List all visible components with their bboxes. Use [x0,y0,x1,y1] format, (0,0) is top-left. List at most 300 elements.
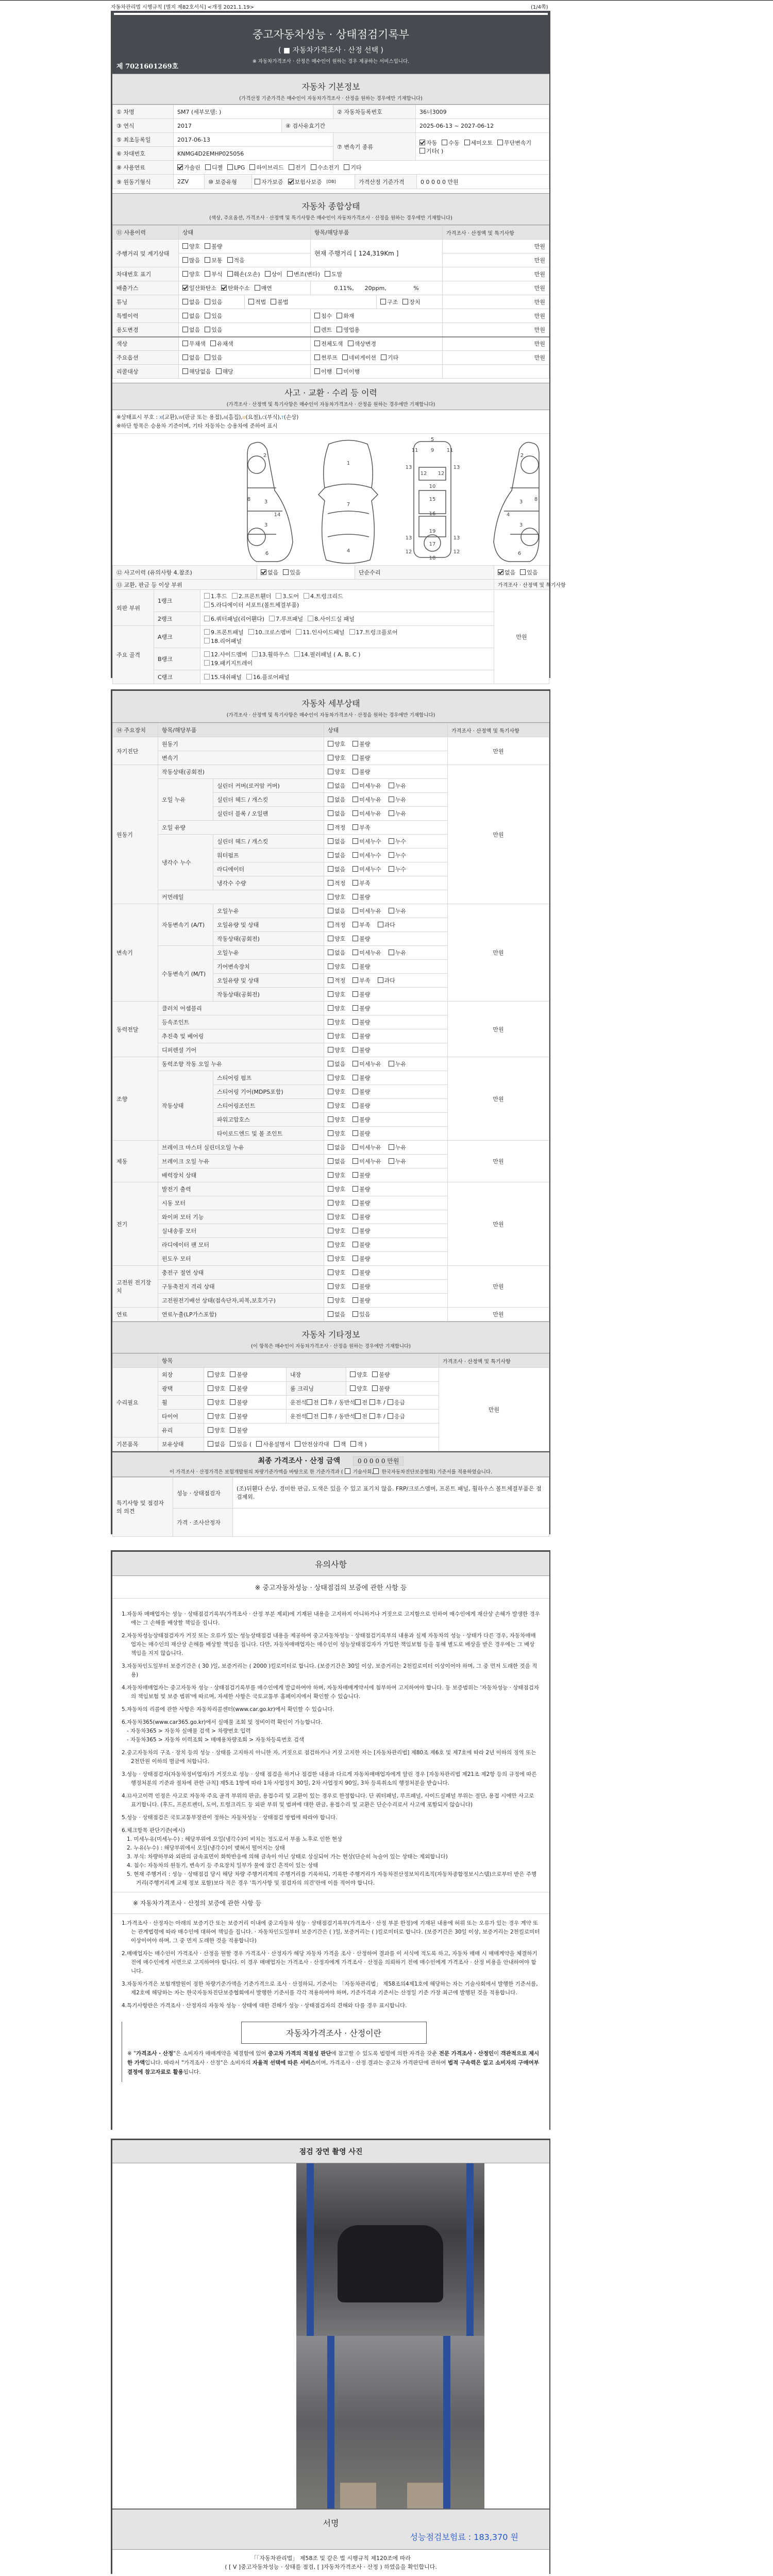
checkbox[interactable] [208,1427,213,1433]
checkbox[interactable] [276,593,281,599]
checkbox[interactable] [389,783,394,788]
checkbox-option[interactable] [269,616,303,622]
checkbox-option[interactable] [328,1033,345,1040]
checkbox[interactable] [328,824,333,830]
checkbox[interactable] [389,1061,394,1066]
checkbox-option[interactable] [389,950,406,956]
checkbox-option[interactable] [352,755,370,761]
checkbox[interactable] [337,327,342,332]
checkbox[interactable] [352,1019,358,1025]
checkbox-option[interactable] [252,651,290,658]
checkbox[interactable] [261,569,266,575]
checkbox[interactable] [328,1311,333,1317]
checkbox-option[interactable] [350,1371,367,1378]
checkbox-option[interactable] [210,341,233,347]
checkbox[interactable] [271,299,276,304]
checkbox[interactable] [314,327,320,332]
checkbox-option[interactable] [381,354,398,361]
checkbox-option[interactable] [352,1186,370,1193]
checkbox-option[interactable] [204,629,244,636]
checkbox-option[interactable] [314,354,338,361]
checkbox-option[interactable] [352,1242,370,1248]
checkbox-option[interactable] [328,936,345,942]
checkbox-option[interactable] [232,593,272,600]
checkbox[interactable] [352,977,358,983]
checkbox[interactable] [389,796,394,802]
checkbox[interactable] [352,852,358,858]
checkbox-option[interactable] [464,140,493,146]
checkbox-option[interactable] [352,1228,370,1234]
checkbox-option[interactable] [352,769,370,775]
checkbox-option[interactable] [352,1200,370,1207]
checkbox[interactable] [252,651,258,657]
checkbox-option[interactable] [328,1200,345,1207]
checkbox-option[interactable] [230,1427,247,1434]
checkbox-option[interactable] [307,1413,319,1420]
checkbox-option[interactable] [328,810,345,817]
checkbox[interactable] [352,1144,358,1150]
checkbox[interactable] [352,755,358,760]
checkbox[interactable] [348,341,354,346]
checkbox-option[interactable] [328,1130,345,1137]
checkbox-option[interactable] [328,838,345,845]
checkbox-option[interactable] [205,271,222,278]
checkbox-option[interactable] [182,243,200,250]
checkbox[interactable] [230,1413,236,1419]
checkbox[interactable] [373,1468,379,1474]
checkbox-option[interactable] [328,908,345,914]
checkbox-option[interactable] [352,1256,370,1262]
checkbox[interactable] [182,299,188,304]
checkbox[interactable] [230,1385,236,1391]
checkbox[interactable] [328,1033,333,1039]
checkbox-option[interactable] [352,1130,370,1137]
checkbox[interactable] [352,950,358,955]
checkbox[interactable] [314,341,320,346]
checkbox[interactable] [182,243,188,249]
checkbox[interactable] [294,651,300,657]
checkbox-option[interactable] [204,638,242,645]
checkbox[interactable] [419,140,425,145]
checkbox-option[interactable] [227,271,260,278]
checkbox-option[interactable] [296,629,344,636]
checkbox-option[interactable] [352,1033,370,1040]
checkbox[interactable] [328,838,333,844]
checkbox-option[interactable] [389,908,406,914]
checkbox-option[interactable] [308,616,355,622]
checkbox[interactable] [352,838,358,844]
checkbox-option[interactable] [328,1214,345,1221]
checkbox-option[interactable] [208,1399,225,1406]
checkbox[interactable] [328,1116,333,1122]
checkbox[interactable] [328,1103,333,1108]
checkbox-option[interactable] [352,1089,370,1095]
checkbox[interactable] [307,1413,312,1419]
checkbox[interactable] [352,1158,358,1164]
checkbox-option[interactable] [321,1399,337,1406]
checkbox-option[interactable] [328,824,345,831]
checkbox[interactable] [352,1297,358,1303]
checkbox-option[interactable] [378,977,395,984]
checkbox[interactable] [380,299,386,304]
checkbox-option[interactable] [325,271,342,278]
checkbox-option[interactable] [352,1103,370,1109]
checkbox[interactable] [328,991,333,997]
checkbox-option[interactable] [328,1116,345,1123]
checkbox[interactable] [442,140,447,145]
checkbox[interactable] [352,1228,358,1233]
checkbox-option[interactable] [344,164,361,171]
checkbox[interactable] [328,755,333,760]
checkbox[interactable] [208,1371,213,1377]
checkbox[interactable] [204,602,210,607]
checkbox[interactable] [205,313,210,318]
checkbox-option[interactable] [352,1061,381,1067]
checkbox-option[interactable] [352,1172,370,1179]
checkbox[interactable] [182,285,188,291]
checkbox[interactable] [352,1089,358,1094]
checkbox[interactable] [372,1371,378,1377]
checkbox[interactable] [208,1385,213,1391]
checkbox[interactable] [402,299,408,304]
checkbox-option[interactable] [295,1441,329,1448]
checkbox-option[interactable] [497,140,531,146]
checkbox[interactable] [334,1441,340,1447]
checkbox-option[interactable] [182,299,200,306]
checkbox-option[interactable] [246,674,290,681]
checkbox-option[interactable] [177,164,200,171]
checkbox-option[interactable] [372,1371,390,1378]
checkbox[interactable] [389,838,394,844]
checkbox[interactable] [369,1413,375,1419]
checkbox-option[interactable] [182,271,200,278]
checkbox-option[interactable] [389,1061,406,1067]
checkbox[interactable] [246,674,252,680]
checkbox-option[interactable] [352,1116,370,1123]
checkbox-option[interactable] [389,852,406,859]
checkbox-option[interactable] [328,1158,345,1165]
checkbox[interactable] [283,569,289,575]
checkbox[interactable] [328,810,333,816]
checkbox[interactable] [498,569,503,575]
checkbox[interactable] [227,257,233,263]
checkbox[interactable] [352,991,358,997]
checkbox[interactable] [328,1089,333,1094]
checkbox-option[interactable] [204,593,227,600]
checkbox-option[interactable] [352,963,370,970]
checkbox[interactable] [352,1130,358,1136]
checkbox-option[interactable] [182,327,200,333]
checkbox-option[interactable] [352,908,381,914]
checkbox[interactable] [321,1413,327,1419]
checkbox-option[interactable] [389,866,406,873]
checkbox[interactable] [352,936,358,941]
checkbox[interactable] [328,1158,333,1164]
checkbox-option[interactable] [352,880,370,887]
checkbox-option[interactable] [205,257,222,264]
checkbox-option[interactable] [350,1441,366,1448]
checkbox-option[interactable] [380,299,398,306]
checkbox[interactable] [345,1468,350,1474]
checkbox[interactable] [328,852,333,858]
checkbox-option[interactable] [328,963,345,970]
checkbox-option[interactable] [389,838,406,845]
checkbox-option[interactable] [314,368,332,375]
checkbox[interactable] [314,313,320,318]
checkbox-option[interactable] [352,796,381,803]
checkbox-option[interactable] [256,1441,290,1448]
checkbox-option[interactable] [352,1311,370,1318]
checkbox-option[interactable] [288,179,322,185]
checkbox-option[interactable] [355,1413,367,1420]
checkbox-option[interactable] [355,1399,367,1406]
checkbox-option[interactable] [334,1441,346,1448]
checkbox[interactable] [328,894,333,900]
checkbox-option[interactable] [204,651,247,658]
checkbox-option[interactable] [328,977,345,984]
checkbox[interactable] [182,354,188,360]
checkbox-option[interactable] [352,810,381,817]
checkbox[interactable] [389,950,394,955]
checkbox-option[interactable] [352,824,370,831]
checkbox[interactable] [328,796,333,802]
checkbox[interactable] [352,1283,358,1289]
checkbox-option[interactable] [230,1441,251,1448]
checkbox[interactable] [255,179,260,184]
checkbox[interactable] [352,769,358,774]
checkbox[interactable] [389,852,394,858]
checkbox[interactable] [269,616,275,621]
checkbox-option[interactable] [182,368,211,375]
checkbox[interactable] [352,1103,358,1108]
checkbox-option[interactable] [276,593,299,600]
checkbox[interactable] [352,1311,358,1317]
checkbox[interactable] [287,271,293,277]
checkbox[interactable] [352,741,358,747]
checkbox-option[interactable] [328,1019,345,1026]
checkbox[interactable] [256,1441,262,1447]
checkbox-option[interactable] [352,950,381,956]
checkbox-option[interactable] [328,1005,345,1012]
checkbox[interactable] [328,908,333,913]
checkbox[interactable] [314,368,320,374]
checkbox-option[interactable] [328,1228,345,1234]
checkbox-option[interactable] [328,1242,345,1248]
checkbox-option[interactable] [328,1297,345,1304]
checkbox-option[interactable] [230,1413,247,1420]
checkbox[interactable] [389,1158,394,1164]
checkbox-option[interactable] [352,838,381,845]
checkbox-option[interactable] [182,341,206,347]
checkbox-option[interactable] [352,894,370,901]
checkbox[interactable] [328,1256,333,1261]
checkbox[interactable] [352,1075,358,1080]
checkbox[interactable] [328,1214,333,1219]
checkbox[interactable] [355,1413,361,1419]
checkbox-option[interactable] [328,755,345,761]
checkbox-option[interactable] [352,977,370,984]
checkbox-option[interactable] [328,1172,345,1179]
checkbox-option[interactable] [520,569,537,576]
checkbox[interactable] [378,977,383,983]
checkbox[interactable] [378,922,383,927]
checkbox[interactable] [289,164,294,170]
checkbox-option[interactable] [304,593,343,600]
checkbox[interactable] [210,341,216,346]
checkbox[interactable] [208,1413,213,1419]
checkbox[interactable] [205,299,210,304]
checkbox-option[interactable] [352,852,381,859]
checkbox[interactable] [352,824,358,830]
checkbox[interactable] [205,271,210,277]
checkbox[interactable] [328,1200,333,1206]
checkbox-option[interactable] [352,991,370,998]
checkbox[interactable] [350,1385,356,1391]
checkbox-option[interactable] [294,651,361,658]
checkbox[interactable] [352,1116,358,1122]
checkbox[interactable] [182,327,188,332]
checkbox[interactable] [295,1441,300,1447]
checkbox-option[interactable] [389,796,406,803]
checkbox[interactable] [328,880,333,886]
checkbox-option[interactable] [230,1399,247,1406]
checkbox-option[interactable] [349,629,398,636]
checkbox-option[interactable] [328,1283,345,1290]
checkbox-option[interactable] [289,164,306,171]
checkbox-option[interactable] [307,1399,319,1406]
checkbox[interactable] [205,243,210,249]
checkbox[interactable] [311,164,316,170]
checkbox[interactable] [328,1005,333,1011]
checkbox[interactable] [308,616,313,621]
checkbox-option[interactable] [227,164,245,171]
checkbox[interactable] [227,271,233,277]
checkbox-option[interactable] [328,741,345,748]
checkbox-option[interactable] [328,950,345,956]
checkbox-option[interactable] [352,922,370,928]
checkbox[interactable] [352,908,358,913]
checkbox-option[interactable] [204,616,264,622]
checkbox-option[interactable] [182,354,200,361]
checkbox[interactable] [352,1200,358,1206]
checkbox[interactable] [288,179,294,184]
checkbox-option[interactable] [352,1297,370,1304]
checkbox[interactable] [328,1075,333,1080]
checkbox-option[interactable] [337,368,360,375]
checkbox[interactable] [321,1399,327,1405]
checkbox[interactable] [352,1061,358,1066]
checkbox-option[interactable] [350,1385,367,1392]
checkbox[interactable] [352,880,358,886]
checkbox[interactable] [177,164,183,170]
checkbox-option[interactable] [249,164,283,171]
checkbox-option[interactable] [419,148,443,155]
checkbox-option[interactable] [328,783,345,789]
checkbox[interactable] [204,629,210,635]
checkbox-option[interactable] [328,1256,345,1262]
checkbox-option[interactable] [337,327,360,333]
checkbox-option[interactable] [328,1269,345,1276]
checkbox[interactable] [328,1283,333,1289]
checkbox[interactable] [208,1441,213,1447]
checkbox[interactable] [325,271,330,277]
checkbox[interactable] [419,148,425,154]
checkbox[interactable] [497,140,503,145]
checkbox[interactable] [352,1242,358,1247]
checkbox-option[interactable] [321,1413,337,1420]
checkbox[interactable] [352,922,358,927]
checkbox-option[interactable] [389,1158,406,1165]
checkbox[interactable] [204,674,210,680]
checkbox-option[interactable] [442,140,459,146]
checkbox[interactable] [204,616,210,621]
checkbox-option[interactable] [265,271,282,278]
checkbox[interactable] [182,368,188,374]
checkbox-option[interactable] [328,880,345,887]
checkbox[interactable] [328,866,333,872]
checkbox-option[interactable] [328,1144,345,1151]
checkbox-option[interactable] [230,1371,247,1378]
checkbox[interactable] [205,327,210,332]
checkbox-option[interactable] [204,674,242,681]
checkbox[interactable] [328,741,333,747]
checkbox[interactable] [182,257,188,263]
checkbox[interactable] [255,285,260,291]
checkbox[interactable] [328,1172,333,1178]
checkbox[interactable] [328,936,333,941]
checkbox-option[interactable] [314,327,332,333]
checkbox[interactable] [352,1269,358,1275]
checkbox-option[interactable] [352,783,381,789]
checkbox[interactable] [328,783,333,788]
checkbox[interactable] [296,629,301,635]
checkbox-option[interactable] [328,922,345,928]
checkbox[interactable] [328,1047,333,1053]
checkbox[interactable] [230,1441,236,1447]
checkbox-option[interactable] [328,852,345,859]
checkbox[interactable] [182,313,188,318]
checkbox-option[interactable] [328,1089,345,1095]
checkbox-option[interactable] [328,1186,345,1193]
checkbox[interactable] [204,593,210,599]
checkbox-option[interactable] [230,1385,247,1392]
checkbox-option[interactable] [419,140,437,146]
checkbox-option[interactable] [205,299,222,306]
checkbox-option[interactable] [348,341,377,347]
checkbox-option[interactable] [352,1269,370,1276]
checkbox[interactable] [372,1385,378,1391]
checkbox-option[interactable] [182,313,200,319]
checkbox-option[interactable] [328,1075,345,1081]
checkbox[interactable] [369,1399,375,1405]
checkbox-option[interactable] [208,1413,225,1420]
checkbox-option[interactable] [227,257,245,264]
checkbox[interactable] [230,1399,236,1405]
checkbox[interactable] [304,593,309,599]
checkbox-option[interactable] [205,164,223,171]
checkbox-option[interactable] [372,1385,390,1392]
checkbox-option[interactable] [248,299,266,306]
checkbox[interactable] [352,1186,358,1192]
checkbox[interactable] [230,1371,236,1377]
checkbox[interactable] [265,271,271,277]
checkbox-option[interactable] [204,660,253,667]
checkbox[interactable] [350,1441,356,1447]
checkbox-option[interactable] [352,1019,370,1026]
checkbox-option[interactable] [352,1047,370,1054]
checkbox-option[interactable] [314,313,332,319]
checkbox-option[interactable] [328,866,345,873]
